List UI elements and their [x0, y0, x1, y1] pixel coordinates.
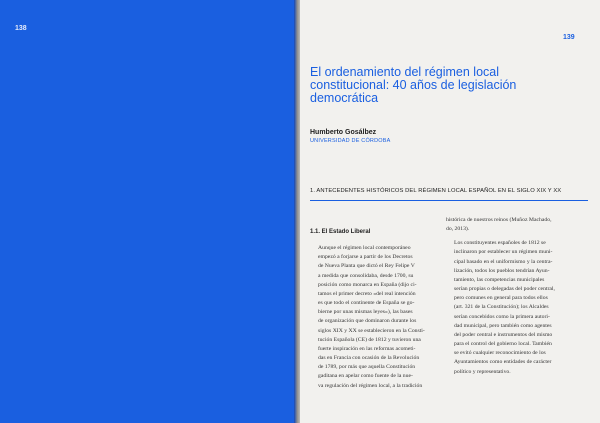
- text-line: de Nueva Planta que dictó el Rey Felipe V: [318, 263, 415, 270]
- text-line: bierne por unas mismas leyes»), las bases: [318, 309, 413, 316]
- text-line: de organización que dominaron durante los: [318, 318, 417, 325]
- body-paragraph: [446, 239, 574, 376]
- text-line: tamos el primer decreto «del real intención: [318, 290, 416, 297]
- title-line: constitucional: 40 años de legislación: [310, 78, 517, 92]
- article-title: [310, 66, 570, 105]
- text-line: serían concebidos como la primera autori-: [454, 313, 550, 320]
- text-line: gaditana en apelar como fuente de la nue-: [318, 373, 413, 380]
- text-line: inclinaron por establecer un régimen muni-: [454, 249, 553, 256]
- text-line: das en Francia con ocasión de la Revolución: [318, 355, 420, 362]
- text-line: lización, todos los pueblos tendrían Ayun-: [454, 267, 550, 274]
- text-line: fuerte inspiración en las reformas acometi-: [318, 345, 416, 352]
- text-line: tamiento, las competencias municipales: [454, 276, 545, 283]
- author-affiliation: UNIVERSIDAD DE CÓRDOBA: [310, 138, 391, 144]
- text-line: es que todo el continente de España se go-: [318, 300, 415, 307]
- text-line: va regulación del régimen local, a la tradición: [318, 382, 423, 389]
- text-line: do, 2013).: [446, 226, 470, 233]
- text-line: histórica de nuestros reinos (Muñoz Machado,: [446, 217, 552, 223]
- text-line: Ayuntamientos como entidades de carácter: [454, 359, 552, 366]
- body-paragraph: [446, 216, 574, 234]
- text-line: (art. 321 de la Constitución); los Alcaldes: [454, 304, 549, 311]
- text-line: de 1789, por más que aquella Constitución: [318, 364, 416, 371]
- right-page-number: 139: [563, 34, 575, 41]
- title-line: democrática: [310, 91, 379, 105]
- text-line: Los constituyentes españoles de 1812 se: [454, 240, 546, 247]
- right-text-column: [446, 216, 574, 377]
- text-line: político y representativo.: [454, 368, 511, 375]
- text-line: a medida que consolidaba, desde 1700, su: [318, 272, 414, 279]
- text-line: dad municipal, pero también como agentes: [454, 322, 552, 329]
- left-page-number: 138: [15, 25, 27, 32]
- section-rule: [310, 200, 588, 201]
- subsection-heading: 1.1. El Estado Liberal: [310, 229, 371, 235]
- text-line: cipal basado en el uniformismo y la centra-: [454, 258, 553, 265]
- text-line: para el control del gobierno local. También: [454, 341, 552, 348]
- text-line: tución Española (CE) de 1812 y tuvieron una: [318, 336, 421, 343]
- text-line: posición como monarca en España (dijo ci-: [318, 281, 417, 288]
- left-page: [0, 0, 296, 423]
- author-name: Humberto Gosálbez: [310, 129, 377, 136]
- title-line: El ordenamiento del régimen local: [310, 65, 499, 79]
- text-line: siglos XIX y XX se establecieron en la Consti-: [318, 327, 425, 334]
- body-paragraph: [310, 244, 438, 391]
- text-line: Aunque el régimen local contemporáneo: [318, 245, 411, 252]
- text-line: del poder central e instrumentos del mismo: [454, 331, 553, 338]
- right-page: [300, 0, 600, 423]
- section-heading: 1. ANTECEDENTES HISTÓRICOS DEL RÉGIMEN LOCAL ESPAÑOL EN EL SIGLO XIX Y XX: [310, 188, 562, 194]
- left-text-column: [310, 228, 438, 391]
- text-line: empezó a forjarse a partir de los Decretos: [318, 254, 413, 261]
- text-line: serían propias o delegadas del poder central,: [454, 286, 555, 293]
- text-line: se evitó cualquier reconocimiento de los: [454, 350, 546, 357]
- text-line: pero comunes en general para todos ellos: [454, 295, 548, 302]
